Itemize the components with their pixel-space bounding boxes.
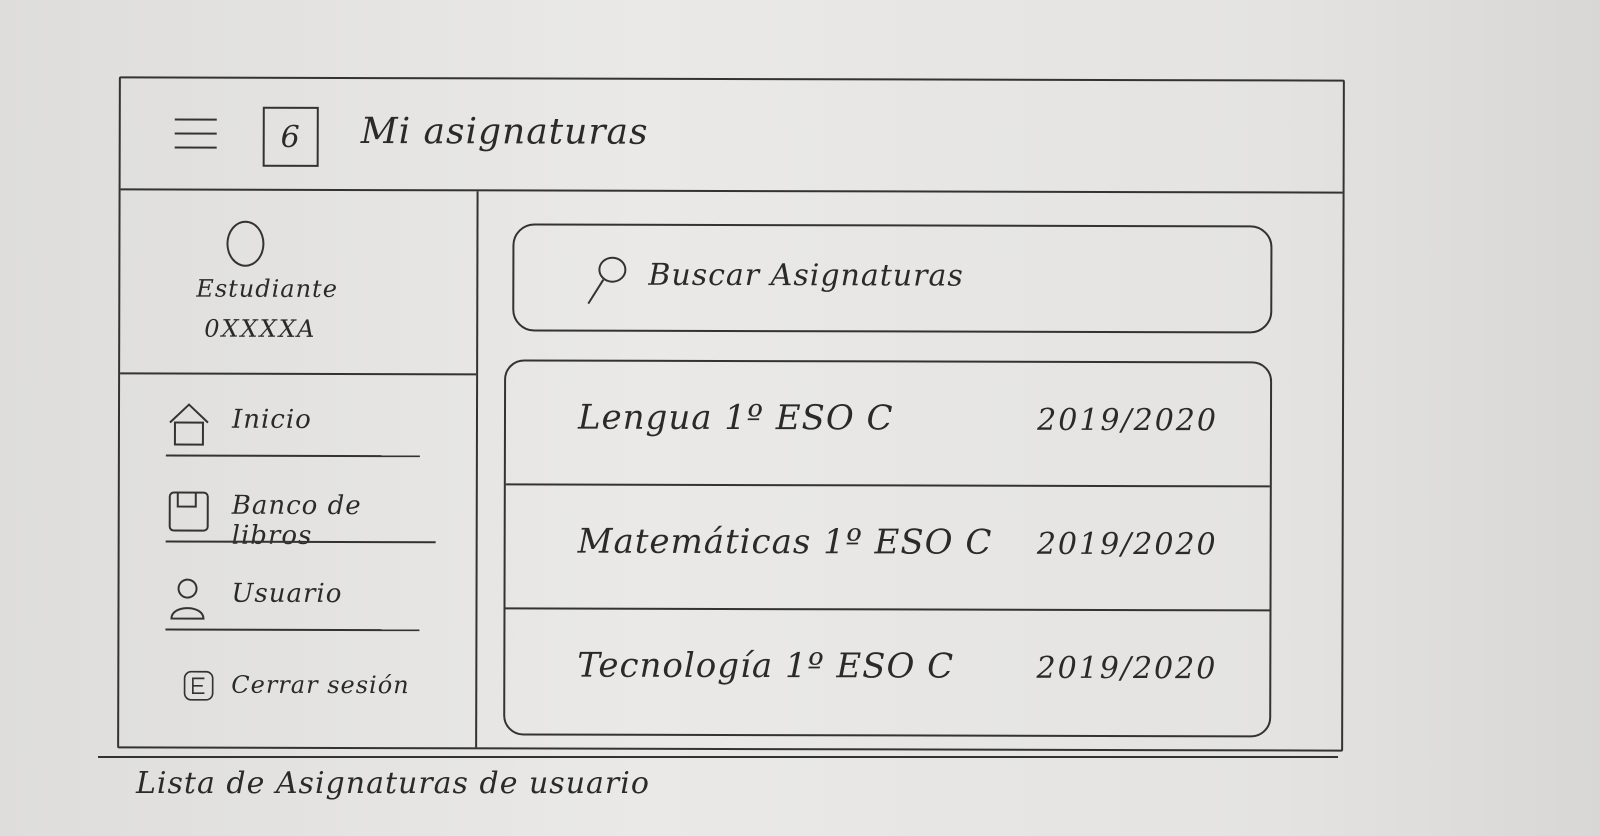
sidebar-item-banco-de-libros[interactable] xyxy=(160,477,436,551)
avatar xyxy=(226,221,264,267)
search-placeholder: Buscar Asignaturas xyxy=(648,257,964,294)
list-item[interactable] xyxy=(506,361,1270,485)
search-icon xyxy=(584,254,628,308)
hamburger-menu-icon[interactable] xyxy=(175,119,217,153)
book-icon xyxy=(166,487,212,535)
app-logo xyxy=(263,107,319,167)
sidebar-item-label: Inicio xyxy=(231,404,312,435)
sidebar-item-inicio[interactable] xyxy=(160,391,420,458)
logout-icon xyxy=(181,667,219,707)
subject-year: 2019/2020 xyxy=(1037,402,1219,439)
sidebar-item-usuario[interactable] xyxy=(159,565,419,632)
top-bar xyxy=(121,78,1343,193)
user-profile xyxy=(120,190,476,375)
logout-label: Cerrar sesión xyxy=(231,670,410,700)
search-input[interactable] xyxy=(512,223,1272,333)
profile-id: 0XXXXA xyxy=(204,314,317,343)
app-window xyxy=(117,76,1345,751)
main-content xyxy=(499,219,1276,733)
divider xyxy=(98,756,1338,758)
sidebar xyxy=(119,190,478,747)
app-logo-letter: 6 xyxy=(280,119,301,155)
wireframe-caption: Lista de Asignaturas de usuario xyxy=(136,766,650,801)
subject-name: Lengua 1º ESO C xyxy=(577,397,894,439)
subject-year: 2019/2020 xyxy=(1036,650,1218,687)
page-title: Mi asignaturas xyxy=(360,111,649,153)
home-icon xyxy=(166,401,212,449)
subject-year: 2019/2020 xyxy=(1036,526,1218,563)
list-item[interactable] xyxy=(505,483,1269,609)
subject-list xyxy=(503,359,1272,737)
sidebar-item-label: Banco de libros xyxy=(231,490,362,551)
user-icon xyxy=(165,575,211,623)
divider xyxy=(165,629,419,632)
subject-name: Matemáticas 1º ESO C xyxy=(577,521,993,563)
sidebar-item-label: Usuario xyxy=(231,578,343,609)
divider xyxy=(166,455,420,458)
subject-name: Tecnología 1º ESO C xyxy=(577,645,955,687)
profile-role: Estudiante xyxy=(196,274,338,303)
divider xyxy=(166,541,436,544)
list-item[interactable] xyxy=(505,607,1269,733)
logout-button[interactable] xyxy=(175,653,435,720)
